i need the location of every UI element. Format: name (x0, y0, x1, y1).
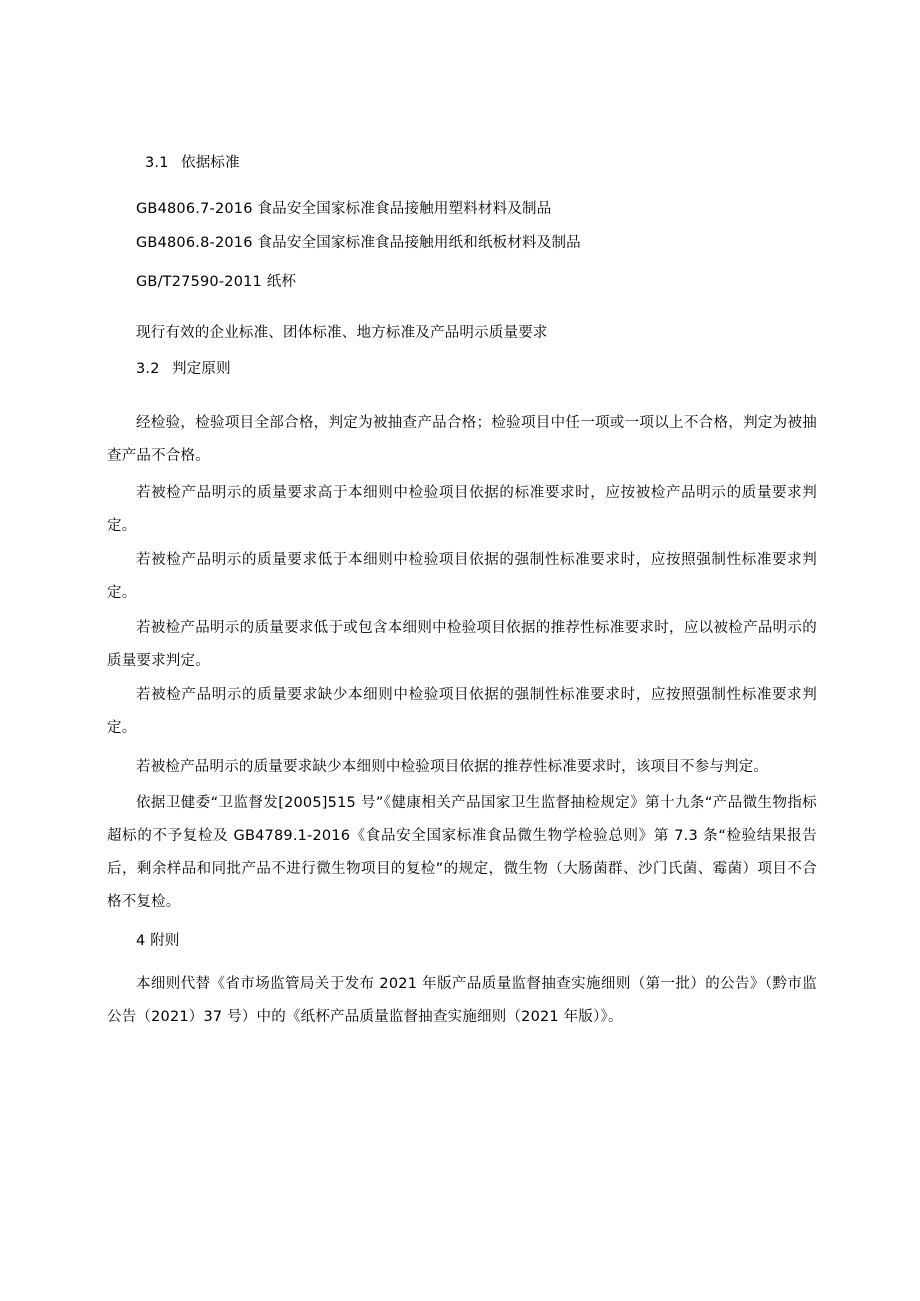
rule-paragraph-4: 若被检产品明示的质量要求低于或包含本细则中检验项目依据的推荐性标准要求时，应以被检产品明示的质量要求判定。 (107, 620, 817, 669)
section-3-1-number: 3.1 (145, 155, 169, 171)
section-3-1-title: 依据标准 (181, 155, 240, 171)
section-3-2-heading (136, 358, 231, 380)
rule-paragraph-2: 若被检产品明示的质量要求高于本细则中检验项目依据的标准要求时，应按被检产品明示的质量要求判定。 (107, 485, 817, 534)
standard-item-2: GB4806.8-2016 食品安全国家标准食品接触用纸和纸板材料及制品 (136, 235, 581, 251)
rule-paragraph-5: 若被检产品明示的质量要求缺少本细则中检验项目依据的强制性标准要求时，应按照强制性标准要求判定。 (107, 687, 817, 736)
section-3-1-heading (145, 152, 240, 174)
rule-paragraph-7: 依据卫健委“卫监督发[2005]515 号”《健康相关产品国家卫生监督抽检规定》第十九条“产品微生物指标超标的不予复检及 GB4789.1-2016《食品安全国家标准食品微生物学检验总则》第 7.3 条“检验结果报告后，剩余样品和同批产品不进行微生物项目的复检”的规定，微生物（大肠菌群、沙门氏菌、霉菌）项目不合格不复检。 (107, 795, 817, 910)
rule-paragraph-3: 若被检产品明示的质量要求低于本细则中检验项目依据的强制性标准要求时，应按照强制性标准要求判定。 (107, 552, 817, 601)
rule-paragraph-6: 若被检产品明示的质量要求缺少本细则中检验项目依据的推荐性标准要求时，该项目不参与判定。 (136, 759, 769, 775)
section-4-paragraph: 本细则代替《省市场监管局关于发布 2021 年版产品质量监督抽查实施细则（第一批）的公告》（黔市监公告（2021）37 号）中的《纸杯产品质量监督抽查实施细则（2021 年版）》。 (107, 976, 817, 1025)
section-3-2-title: 判定原则 (172, 361, 231, 377)
section-3-2-number: 3.2 (136, 361, 160, 377)
section-4-heading: 4 附则 (136, 933, 180, 949)
rule-paragraph-1: 经检验，检验项目全部合格，判定为被抽查产品合格；检验项目中任一项或一项以上不合格，判定为被抽查产品不合格。 (107, 415, 817, 464)
standard-item-3: GB/T27590-2011 纸杯 (136, 274, 297, 290)
standard-item-1: GB4806.7-2016 食品安全国家标准食品接触用塑料材料及制品 (136, 201, 552, 217)
other-requirements: 现行有效的企业标准、团体标准、地方标准及产品明示质量要求 (136, 325, 548, 341)
